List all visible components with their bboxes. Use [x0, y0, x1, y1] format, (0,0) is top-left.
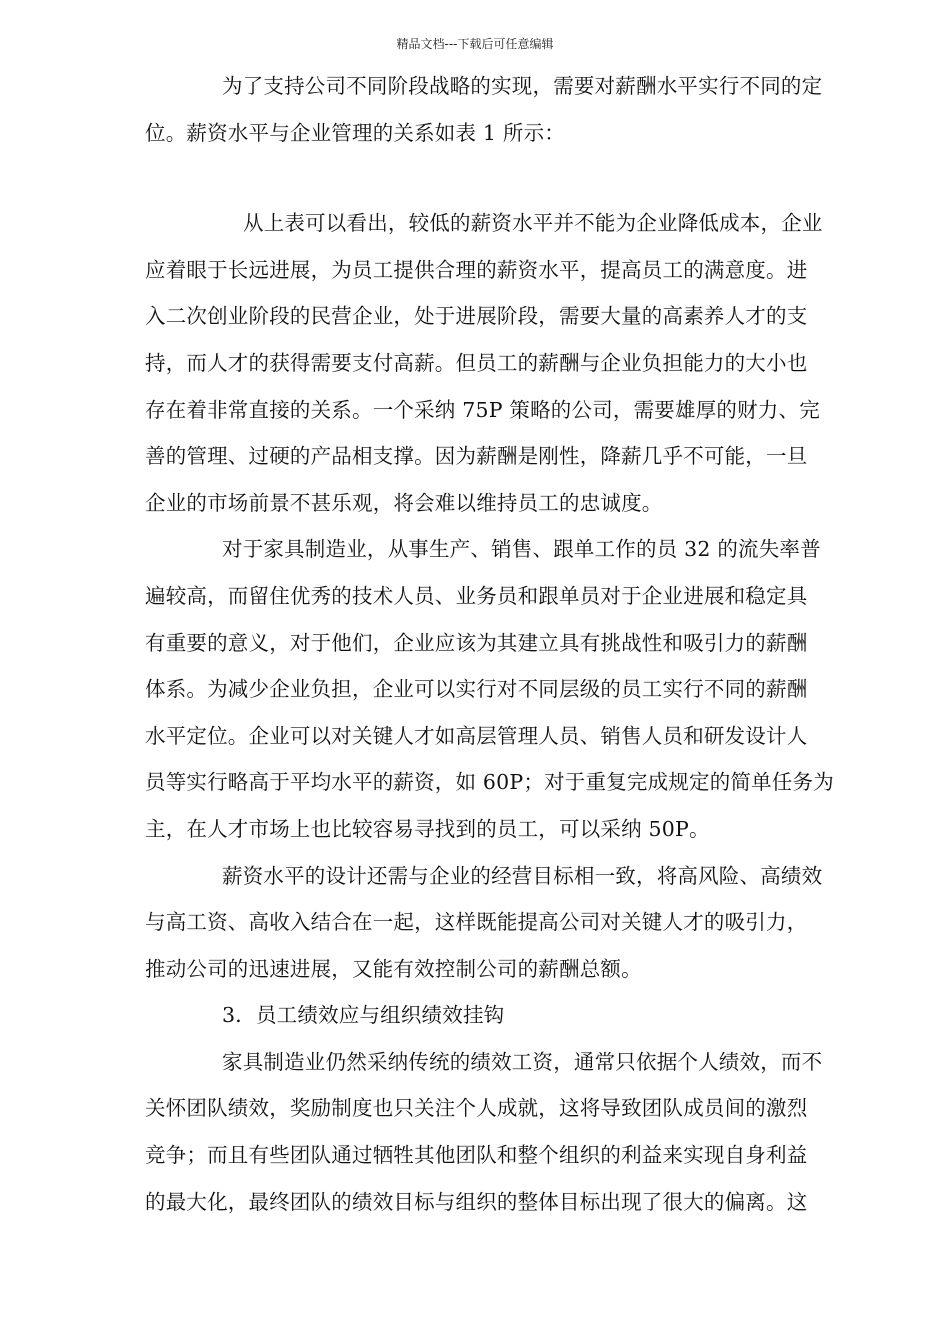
paragraph-line: 主，在人才市场上也比较容易寻找到的员工，可以采纳 50P。 [145, 816, 710, 841]
paragraph-line: 善的管理、过硬的产品相支撑。因为薪酬是刚性，降薪几乎不可能，一旦 [145, 444, 808, 469]
section-heading: 3．员工绩效应与组织绩效挂钩 [222, 1003, 505, 1028]
paragraph-line: 家具制造业仍然采纳传统的绩效工资，通常只依据个人绩效，而不 [222, 1049, 823, 1074]
paragraph-line: 持，而人才的获得需要支付高薪。但员工的薪酬与企业负担能力的大小也 [145, 350, 808, 375]
page-header: 精品文档---下载后可任意编辑 [396, 37, 554, 51]
table-placeholder-gap [145, 156, 875, 200]
paragraph-line: 竞争；而且有些团队通过牺牲其他团队和整个组织的利益来实现自身利益 [145, 1143, 808, 1168]
document-body [145, 63, 875, 1225]
paragraph-line: 从上表可以看出，较低的薪资水平并不能为企业降低成本，企业 [243, 211, 823, 236]
paragraph-line: 应着眼于长远进展，为员工提供合理的薪资水平，提高员工的满意度。进 [145, 257, 808, 282]
paragraph-line: 的最大化，最终团队的绩效目标与组织的整体目标出现了很大的偏离。这 [145, 1189, 808, 1214]
paragraph-line: 关怀团队绩效，奖励制度也只关注个人成就，这将导致团队成员间的激烈 [145, 1096, 808, 1121]
paragraph-line: 薪资水平的设计还需与企业的经营目标相一致，将高风险、高绩效 [222, 863, 823, 888]
paragraph-line: 存在着非常直接的关系。一个采纳 75P 策略的公司，需要雄厚的财力、完 [145, 397, 820, 422]
paragraph-line: 为了支持公司不同阶段战略的实现，需要对薪酬水平实行不同的定 [222, 74, 823, 98]
paragraph-line: 推动公司的迅速进展，又能有效控制公司的薪酬总额。 [145, 956, 642, 981]
paragraph-line: 有重要的意义，对于他们，企业应该为其建立具有挑战性和吸引力的薪酬 [145, 630, 808, 655]
paragraph-line: 员等实行略高于平均水平的薪资，如 60P；对于重复完成规定的简单任务为 [145, 770, 834, 795]
paragraph-line: 对于家具制造业，从事生产、销售、跟单工作的员 32 的流失率普 [222, 537, 821, 562]
paragraph-line: 遍较高，而留住优秀的技术人员、业务员和跟单员对于企业进展和稳定具 [145, 583, 808, 608]
paragraph-line: 水平定位。企业可以对关键人才如高层管理人员、销售人员和研发设计人 [145, 723, 808, 748]
paragraph-line: 体系。为减少企业负担，企业可以实行对不同层级的员工实行不同的薪酬 [145, 677, 808, 702]
paragraph-line: 企业的市场前景不甚乐观，将会难以维持员工的忠诚度。 [145, 490, 663, 515]
paragraph-line: 位。薪资水平与企业管理的关系如表 1 所示： [145, 120, 565, 145]
paragraph-line: 与高工资、高收入结合在一起，这样既能提高公司对关键人才的吸引力， [145, 910, 808, 935]
paragraph-line: 入二次创业阶段的民营企业，处于进展阶段，需要大量的高素养人才的支 [145, 304, 808, 329]
